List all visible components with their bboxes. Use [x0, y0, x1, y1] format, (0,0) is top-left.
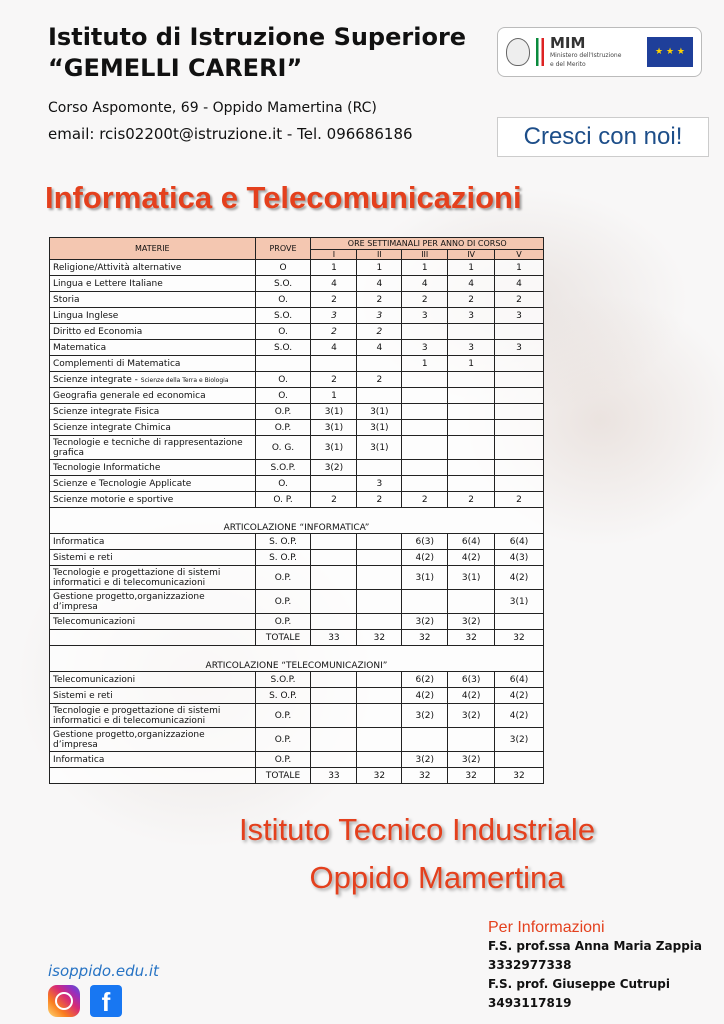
contact-line: email: rcis02200t@istruzione.it - Tel. 096686186 [48, 125, 413, 143]
info-contact1: F.S. prof.ssa Anna Maria Zappia [488, 939, 702, 953]
hours-cell: 3(1) [311, 436, 357, 460]
subject-cell [50, 492, 256, 508]
hours-cell: 4 [357, 340, 402, 356]
school-name-line1: Istituto di Istruzione Superiore [48, 23, 467, 51]
prove-cell [255, 356, 311, 372]
hours-cell [311, 614, 357, 630]
prove-cell: S. O.P. [255, 534, 311, 550]
hours-cell: 3(1) [495, 590, 544, 614]
total-spacer [50, 768, 256, 784]
subject-cell [50, 460, 256, 476]
table-row [50, 276, 544, 292]
info-contact2: F.S. prof. Giuseppe Cutrupi [488, 977, 670, 991]
hours-cell: 3(1) [311, 420, 357, 436]
total-cell: 32 [402, 768, 448, 784]
hours-cell [311, 688, 357, 704]
hours-cell: 6(3) [448, 672, 495, 688]
hours-cell [495, 388, 544, 404]
hours-cell: 3(1) [311, 404, 357, 420]
info-phone2: 3493117819 [488, 996, 572, 1010]
hours-cell [448, 324, 495, 340]
prove-cell: O. [255, 324, 311, 340]
table-row [50, 566, 544, 590]
hours-cell: 3(1) [448, 566, 495, 590]
hours-cell [357, 534, 402, 550]
hours-cell [311, 356, 357, 372]
header-year-5: V [495, 250, 544, 260]
prove-cell: O.P. [255, 404, 311, 420]
total-cell: 32 [448, 630, 495, 646]
subject-cell [50, 566, 256, 590]
hours-cell: 3(2) [402, 752, 448, 768]
hours-cell: 1 [357, 260, 402, 276]
table-row [50, 324, 544, 340]
hours-cell [448, 404, 495, 420]
school-name-line2: “GEMELLI CARERI” [48, 54, 303, 82]
hours-cell: 2 [311, 324, 357, 340]
hours-cell: 2 [448, 292, 495, 308]
subject-cell [50, 292, 256, 308]
subject-sub: Scienze della Terra e Biologia [140, 376, 229, 384]
hours-cell: 2 [402, 492, 448, 508]
hours-cell: 3(1) [402, 566, 448, 590]
subject-name: Complementi di Matematica [53, 358, 181, 369]
subject-cell [50, 534, 256, 550]
institute-name: Istituto Tecnico Industriale [238, 812, 596, 847]
table-row [50, 340, 544, 356]
table-row [50, 476, 544, 492]
hours-cell [402, 324, 448, 340]
facebook-icon[interactable]: f [90, 985, 122, 1017]
subject-name: Scienze e Tecnologie Applicate [53, 478, 192, 489]
table-row [50, 404, 544, 420]
hours-cell: 1 [448, 260, 495, 276]
subject-cell [50, 614, 256, 630]
hours-cell: 2 [311, 372, 357, 388]
hours-cell [495, 420, 544, 436]
hours-cell [311, 672, 357, 688]
subject-name: Tecnologie e progettazione di sistemi informatici e di telecomunicazioni [53, 705, 221, 726]
hours-cell: 4(2) [448, 688, 495, 704]
subject-name: Scienze integrate Fisica [53, 406, 160, 417]
subject-cell [50, 728, 256, 752]
total-cell: 33 [311, 768, 357, 784]
subject-cell [50, 420, 256, 436]
italian-emblem-icon [506, 38, 530, 66]
course-title: Informatica e Telecomunicazioni [45, 180, 522, 215]
timetable [49, 237, 544, 784]
hours-cell: 2 [357, 292, 402, 308]
total-cell: 32 [448, 768, 495, 784]
hours-cell: 1 [448, 356, 495, 372]
hours-cell: 1 [402, 356, 448, 372]
hours-cell [448, 460, 495, 476]
hours-cell [448, 590, 495, 614]
table-row [50, 388, 544, 404]
table-row [50, 590, 544, 614]
subject-cell [50, 372, 256, 388]
subject-name: Geografia generale ed economica [53, 390, 206, 401]
subject-cell [50, 260, 256, 276]
mim-sub2: e del Merito [550, 60, 586, 68]
prove-cell: S.O. [255, 276, 311, 292]
hours-cell: 3 [448, 340, 495, 356]
prove-cell: S. O.P. [255, 550, 311, 566]
subject-name: Informatica [53, 754, 105, 765]
hours-cell [495, 436, 544, 460]
table-row [50, 356, 544, 372]
hours-cell: 3 [495, 308, 544, 324]
table-row [50, 534, 544, 550]
hours-cell [357, 728, 402, 752]
prove-cell: S.O. [255, 308, 311, 324]
slogan: Cresci con noi! [497, 117, 709, 157]
hours-cell [357, 688, 402, 704]
header-year-2: II [357, 250, 402, 260]
subject-cell [50, 308, 256, 324]
table-row [50, 460, 544, 476]
table-row [50, 260, 544, 276]
subject-cell [50, 590, 256, 614]
subject-cell [50, 672, 256, 688]
table-row [50, 728, 544, 752]
hours-cell: 6(4) [495, 672, 544, 688]
prove-cell: O.P. [255, 614, 311, 630]
section-informatica: ARTICOLAZIONE “INFORMATICA” [50, 508, 544, 534]
hours-cell [357, 704, 402, 728]
prove-cell: S.O.P. [255, 460, 311, 476]
hours-cell [402, 420, 448, 436]
subject-name: Telecomunicazioni [53, 674, 136, 685]
subject-cell [50, 436, 256, 460]
subject-cell [50, 752, 256, 768]
hours-cell [495, 404, 544, 420]
hours-cell [357, 566, 402, 590]
prove-cell: O. P. [255, 492, 311, 508]
hours-cell [357, 752, 402, 768]
hours-cell: 2 [448, 492, 495, 508]
header-prove: PROVE [255, 238, 311, 260]
info-box [488, 918, 702, 1013]
total-cell: 32 [402, 630, 448, 646]
hours-cell [448, 728, 495, 752]
header-year-3: III [402, 250, 448, 260]
table-row [50, 752, 544, 768]
hours-cell [357, 460, 402, 476]
website-link[interactable]: isoppido.edu.it [48, 962, 159, 980]
hours-cell [357, 590, 402, 614]
hours-cell [357, 614, 402, 630]
prove-cell: S.O. [255, 340, 311, 356]
subject-cell [50, 388, 256, 404]
total-cell: 33 [311, 630, 357, 646]
subject-cell [50, 688, 256, 704]
hours-cell [495, 324, 544, 340]
hours-cell: 3(2) [495, 728, 544, 752]
table-row [50, 704, 544, 728]
total-spacer [50, 630, 256, 646]
subject-cell [50, 404, 256, 420]
school-name [48, 22, 466, 84]
hours-cell: 6(3) [402, 534, 448, 550]
hours-cell: 2 [357, 492, 402, 508]
hours-cell [402, 388, 448, 404]
subject-cell [50, 276, 256, 292]
italian-flag-icon [536, 38, 544, 66]
subject-name: Tecnologie e tecniche di rappresentazione grafica [53, 437, 243, 458]
hours-cell [311, 534, 357, 550]
table-row [50, 308, 544, 324]
subject-name: Scienze integrate Chimica [53, 422, 171, 433]
subject-name: Sistemi e reti [53, 552, 113, 563]
hours-cell [311, 704, 357, 728]
prove-cell: O.P. [255, 704, 311, 728]
hours-cell [448, 476, 495, 492]
hours-cell [357, 388, 402, 404]
table-row [50, 492, 544, 508]
hours-cell: 4 [357, 276, 402, 292]
hours-cell [402, 460, 448, 476]
header-materie: MATERIE [50, 238, 256, 260]
prove-cell: S.O.P. [255, 672, 311, 688]
hours-cell [357, 672, 402, 688]
hours-cell: 3(1) [357, 420, 402, 436]
hours-cell [402, 590, 448, 614]
prove-cell: O.P. [255, 566, 311, 590]
hours-cell: 4 [402, 276, 448, 292]
total-label: TOTALE [255, 768, 311, 784]
hours-cell [495, 614, 544, 630]
hours-cell: 1 [311, 388, 357, 404]
hours-cell [402, 404, 448, 420]
hours-cell: 4(2) [402, 688, 448, 704]
hours-cell [495, 752, 544, 768]
subject-name: Gestione progetto,organizzazione d’impresa [53, 729, 205, 750]
prove-cell: O. [255, 476, 311, 492]
prove-cell: O. [255, 292, 311, 308]
hours-cell: 2 [402, 292, 448, 308]
subject-name: Informatica [53, 536, 105, 547]
hours-cell: 3 [311, 308, 357, 324]
table-row [50, 436, 544, 460]
prove-cell: O. G. [255, 436, 311, 460]
institute-town: Oppido Mamertina [309, 860, 565, 895]
hours-cell [495, 356, 544, 372]
eu-flag-icon: ★ ★ ★ [647, 37, 693, 67]
prove-cell: S. O.P. [255, 688, 311, 704]
subject-name: Tecnologie e progettazione di sistemi informatici e di telecomunicazioni [53, 567, 221, 588]
hours-cell [402, 372, 448, 388]
table-row [50, 614, 544, 630]
subject-cell [50, 324, 256, 340]
hours-cell [448, 388, 495, 404]
prove-cell: O.P. [255, 728, 311, 752]
ministry-logo [497, 27, 702, 77]
header-ore: ORE SETTIMANALI PER ANNO DI CORSO [311, 238, 544, 250]
hours-cell: 3(2) [448, 704, 495, 728]
total-row [50, 768, 544, 784]
total-cell: 32 [495, 630, 544, 646]
subject-cell [50, 550, 256, 566]
subject-cell [50, 704, 256, 728]
hours-cell: 3 [357, 308, 402, 324]
hours-cell: 1 [402, 260, 448, 276]
address: Corso Aspomonte, 69 - Oppido Mamertina (RC) [48, 100, 377, 116]
hours-cell: 2 [357, 372, 402, 388]
total-cell: 32 [357, 630, 402, 646]
hours-cell [495, 476, 544, 492]
subject-cell [50, 340, 256, 356]
hours-cell: 3 [357, 476, 402, 492]
total-label: TOTALE [255, 630, 311, 646]
header-year-1: I [311, 250, 357, 260]
hours-cell [448, 420, 495, 436]
hours-cell: 3 [495, 340, 544, 356]
hours-cell: 3(1) [357, 436, 402, 460]
hours-cell: 3(2) [402, 704, 448, 728]
hours-cell [311, 550, 357, 566]
hours-cell: 4 [311, 340, 357, 356]
hours-cell [448, 372, 495, 388]
hours-cell: 3(2) [311, 460, 357, 476]
hours-cell: 4(3) [495, 550, 544, 566]
hours-cell [495, 460, 544, 476]
mim-sub1: Ministero dell'Istruzione [550, 51, 622, 59]
hours-cell: 4(2) [495, 566, 544, 590]
table-row [50, 688, 544, 704]
table-row [50, 672, 544, 688]
hours-cell [357, 550, 402, 566]
hours-cell: 4(2) [495, 704, 544, 728]
hours-cell [402, 728, 448, 752]
hours-cell [311, 752, 357, 768]
hours-cell [311, 728, 357, 752]
hours-cell: 4(2) [495, 688, 544, 704]
hours-cell: 3(1) [357, 404, 402, 420]
hours-cell: 4(2) [448, 550, 495, 566]
hours-cell [311, 476, 357, 492]
hours-cell [448, 436, 495, 460]
table-row [50, 420, 544, 436]
hours-cell: 3 [402, 340, 448, 356]
prove-cell: O. [255, 372, 311, 388]
prove-cell: O.P. [255, 752, 311, 768]
hours-cell [357, 356, 402, 372]
hours-cell [311, 566, 357, 590]
hours-cell: 4(2) [402, 550, 448, 566]
subject-name: Matematica [53, 342, 107, 353]
hours-cell: 2 [495, 492, 544, 508]
hours-cell [311, 590, 357, 614]
hours-cell: 2 [357, 324, 402, 340]
subject-name: Gestione progetto,organizzazione d’impresa [53, 591, 205, 612]
mim-label: MIM [550, 33, 586, 52]
subject-name: Sistemi e reti [53, 690, 113, 701]
info-phone1: 3332977338 [488, 958, 572, 972]
subject-name: Storia [53, 294, 80, 305]
prove-cell: O.P. [255, 420, 311, 436]
hours-cell: 3(2) [448, 752, 495, 768]
prove-cell: O [255, 260, 311, 276]
subject-name: Telecomunicazioni [53, 616, 136, 627]
subject-name: Scienze motorie e sportive [53, 494, 174, 505]
instagram-icon[interactable] [48, 985, 80, 1017]
prove-cell: O.P. [255, 590, 311, 614]
hours-cell: 2 [311, 492, 357, 508]
section-telecomunicazioni: ARTICOLAZIONE “TELECOMUNICAZIONI” [50, 646, 544, 672]
hours-cell: 4 [311, 276, 357, 292]
hours-cell: 4 [495, 276, 544, 292]
prove-cell: O. [255, 388, 311, 404]
total-cell: 32 [495, 768, 544, 784]
table-row [50, 550, 544, 566]
hours-cell [495, 372, 544, 388]
hours-cell: 6(4) [448, 534, 495, 550]
hours-cell: 3 [402, 308, 448, 324]
total-row [50, 630, 544, 646]
hours-cell: 1 [495, 260, 544, 276]
hours-cell [402, 436, 448, 460]
table-row [50, 292, 544, 308]
header-year-4: IV [448, 250, 495, 260]
info-heading: Per Informazioni [488, 919, 605, 936]
subject-name: Religione/Attività alternative [53, 262, 182, 273]
subject-name: Tecnologie Informatiche [53, 462, 161, 473]
hours-cell: 3(2) [448, 614, 495, 630]
subject-name: Scienze integrate - [53, 374, 138, 385]
subject-cell [50, 476, 256, 492]
hours-cell: 6(2) [402, 672, 448, 688]
hours-cell: 4 [448, 276, 495, 292]
hours-cell: 6(4) [495, 534, 544, 550]
hours-cell: 3(2) [402, 614, 448, 630]
hours-cell: 2 [311, 292, 357, 308]
subject-name: Lingua e Lettere Italiane [53, 278, 163, 289]
hours-cell: 1 [311, 260, 357, 276]
hours-cell: 2 [495, 292, 544, 308]
subject-cell [50, 356, 256, 372]
subject-name: Lingua Inglese [53, 310, 119, 321]
total-cell: 32 [357, 768, 402, 784]
subject-name: Diritto ed Economia [53, 326, 143, 337]
table-row [50, 372, 544, 388]
hours-cell: 3 [448, 308, 495, 324]
hours-cell [402, 476, 448, 492]
